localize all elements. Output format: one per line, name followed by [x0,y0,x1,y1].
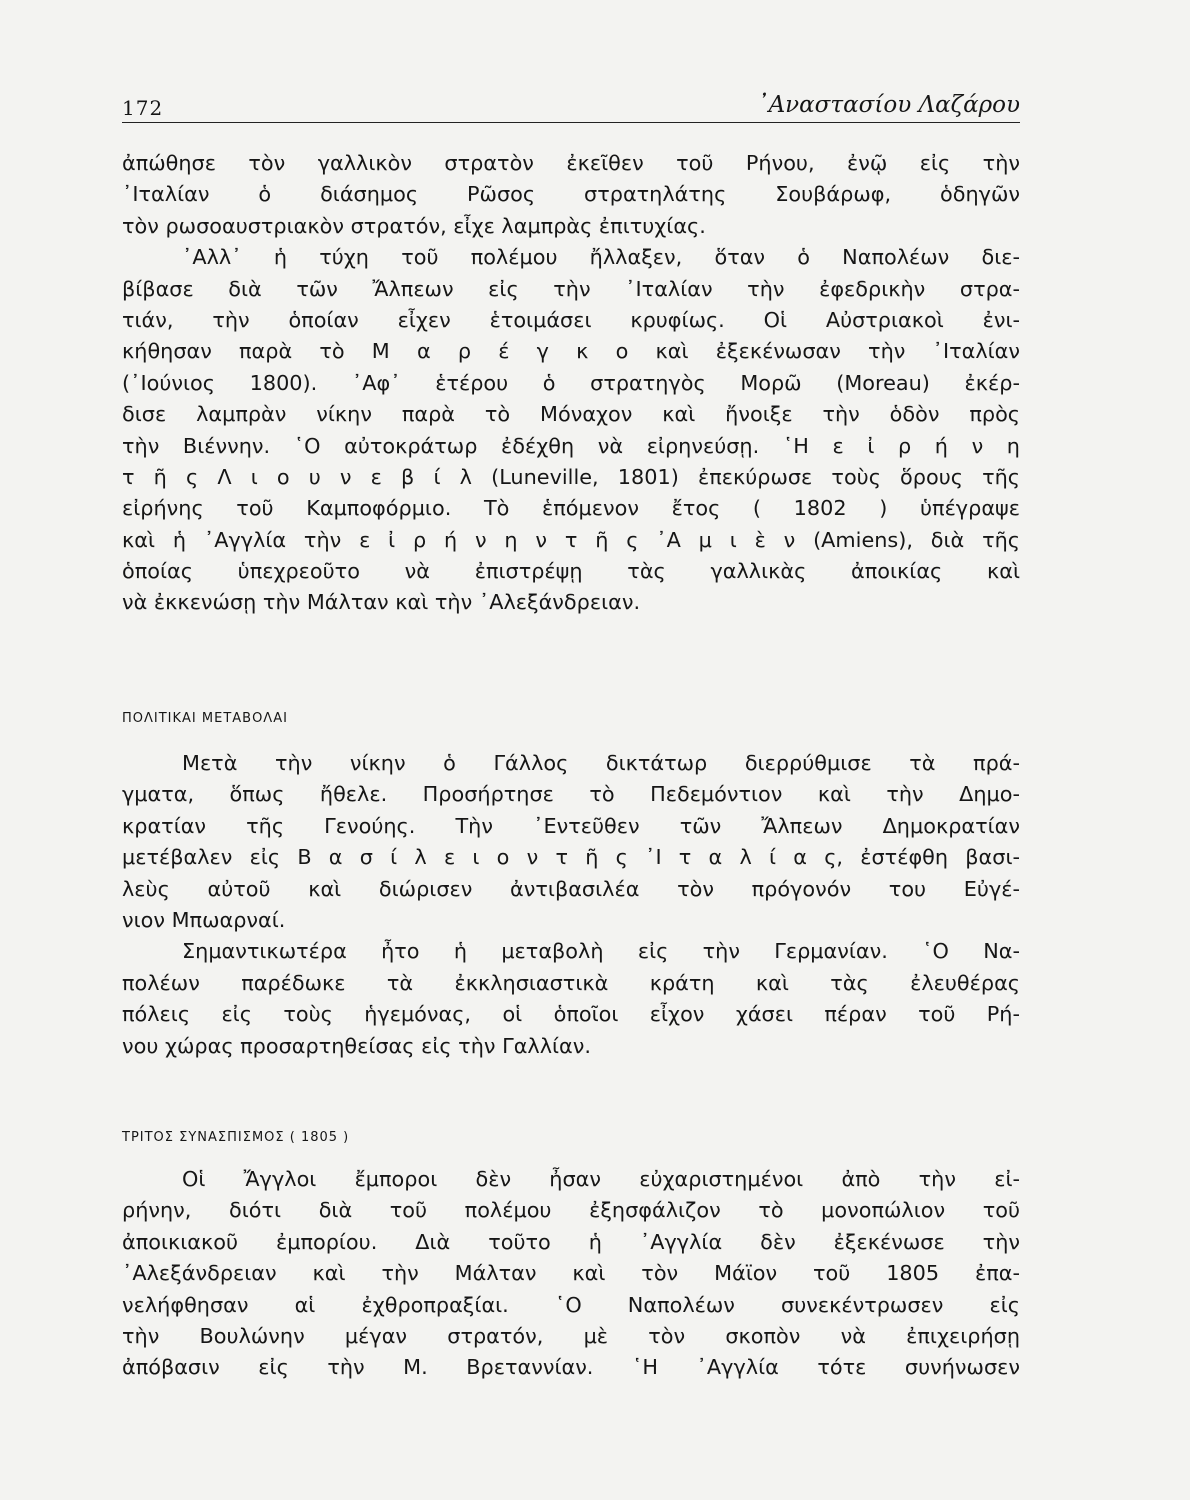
text-line: ὁποίας ὑπεχρεοῦτο νὰ ἐπιστρέψῃ τὰς γαλλικὰς ἀποικίας καὶ [122,559,1020,584]
text-line: ἀπώθησε τὸν γαλλικὸν στρατὸν ἐκεῖθεν τοῦ Ρήνου, ἐνῷ εἰς τὴν [122,151,1020,175]
running-head: ᾿Αναστασίου Λαζάρου [757,92,1020,118]
text-line: νιον Μπωαρναί. [122,907,286,932]
text-line: ρήνην, διότι διὰ τοῦ πολέμου ἐξησφάλιζον τὸ μονοπώλιον τοῦ [122,1198,1020,1223]
text-line: ᾿Αλεξάνδρειαν καὶ τὴν Μάλταν καὶ τὸν Μάϊον τοῦ 1805 ἐπα- [122,1261,1020,1286]
text-line: γματα, ὅπως ἤθελε. Προσήρτησε τὸ Πεδεμόντιον καὶ τὴν Δημο- [122,782,1020,807]
page-header [122,78,1020,123]
text-line: κήθησαν παρὰ τὸ Μ α ρ έ γ κ ο καὶ ἐξεκένωσαν τὴν ᾿Ιταλίαν [122,339,1020,364]
text-line: πόλεις εἰς τοὺς ἡγεμόνας, οἱ ὁποῖοι εἶχον χάσει πέραν τοῦ Ρή- [122,1002,1020,1027]
text-line: κρατίαν τῆς Γενούης. Τὴν ᾿Εντεῦθεν τῶν Ἄλπεων Δημοκρατίαν [122,813,1020,838]
paragraph-block-3 [122,1164,1020,1384]
text-line: νὰ ἐκκενώσῃ τὴν Μάλταν καὶ τὴν ᾿Αλεξάνδρειαν. [122,590,641,615]
text-line: ἀπόβασιν εἰς τὴν Μ. Βρεταννίαν. ῾Η ᾿Αγγλία τότε συνήνωσεν [122,1355,1020,1380]
page-number: 172 [122,96,164,120]
text-line: πολέων παρέδωκε τὰ ἐκκλησιαστικὰ κράτη καὶ τὰς ἐλευθέρας [122,970,1020,995]
text-line: τιάν, τὴν ὁποίαν εἶχεν ἑτοιμάσει κρυφίως. Οἱ Αὐστριακοὶ ἐνι- [122,307,1020,332]
text-line: καὶ ἡ ᾿Αγγλία τὴν ε ἰ ρ ή ν η ν τ ῆ ς ᾿Α μ ι ὲ ν (Amiens), διὰ τῆς [122,527,1020,552]
text-line: Μετὰ τὴν νίκην ὁ Γάλλος δικτάτωρ διερρύθμισε τὰ πρά- [182,751,1020,775]
text-line: λεὺς αὐτοῦ καὶ διώρισεν ἀντιβασιλέα τὸν πρόγονόν του Εὐγέ- [122,876,1020,901]
text-line: ᾿Ιταλίαν ὁ διάσημος Ρῶσος στρατηλάτης Σουβάρωφ, ὁδηγῶν [122,182,1020,207]
text-line: τὴν Βουλώνην μέγαν στρατόν, μὲ τὸν σκοπὸν νὰ ἐπιχειρήσῃ [122,1323,1020,1348]
text-line: ᾿Αλλ᾿ ἡ τύχη τοῦ πολέμου ἤλλαξεν, ὅταν ὁ Ναπολέων διε- [182,245,1020,270]
text-line: τὸν ρωσοαυστριακὸν στρατόν, εἶχε λαμπρὰς ἐπιτυχίας. [122,213,706,238]
text-line: νου χώρας προσαρτηθείσας εἰς τὴν Γαλλίαν. [122,1033,591,1058]
text-line: δισε λαμπρὰν νίκην παρὰ τὸ Μόναχον καὶ ἤνοιξε τὴν ὁδὸν πρὸς [122,402,1020,427]
section-heading: ΤΡΙΤΟΣ ΣΥΝΑΣΠΙΣΜΟΣ ( 1805 ) [122,1130,350,1145]
section-heading: ΠΟΛΙΤΙΚΑΙ ΜΕΤΑΒΟΛΑΙ [122,711,288,726]
text-line: τὴν Βιέννην. ῾Ο αὐτοκράτωρ ἐδέχθη νὰ εἰρηνεύσῃ. ῾Η ε ἰ ρ ή ν η [122,433,1020,458]
paragraph-block-2 [122,748,1020,1062]
text-line: εἰρήνης τοῦ Καμποφόρμιο. Τὸ ἑπόμενον ἔτος ( 1802 ) ὑπέγραψε [122,496,1020,521]
paragraph-block-1 [122,148,1020,619]
text-line: τ ῆ ς Λ ι ο υ ν ε β ί λ (Luneville, 1801) ἐπεκύρωσε τοὺς ὅρους τῆς [122,464,1020,489]
text-line: Οἱ Ἄγγλοι ἔμποροι δὲν ἦσαν εὐχαριστημένοι ἀπὸ τὴν εἰ- [182,1167,1020,1191]
text-line: βίβασε διὰ τῶν Ἄλπεων εἰς τὴν ᾿Ιταλίαν τὴν ἐφεδρικὴν στρα- [122,276,1020,301]
text-line: ἀποικιακοῦ ἐμπορίου. Διὰ τοῦτο ἡ ᾿Αγγλία δὲν ἐξεκένωσε τὴν [122,1229,1020,1254]
text-line: (᾿Ιούνιος 1800). ᾿Αφ᾿ ἑτέρου ὁ στρατηγὸς Μορῶ (Moreau) ἐκέρ- [122,370,1020,395]
text-line: Σημαντικωτέρα ἦτο ἡ μεταβολὴ εἰς τὴν Γερμανίαν. ῾Ο Να- [182,939,1020,964]
text-line: μετέβαλεν εἰς Β α σ ί λ ε ι ο ν τ ῆ ς ᾿Ι τ α λ ί α ς, ἐστέφθη βασι- [122,845,1020,870]
text-line: νελήφθησαν αἱ ἐχθροπραξίαι. ῾Ο Ναπολέων συνεκέντρωσεν εἰς [122,1292,1020,1317]
